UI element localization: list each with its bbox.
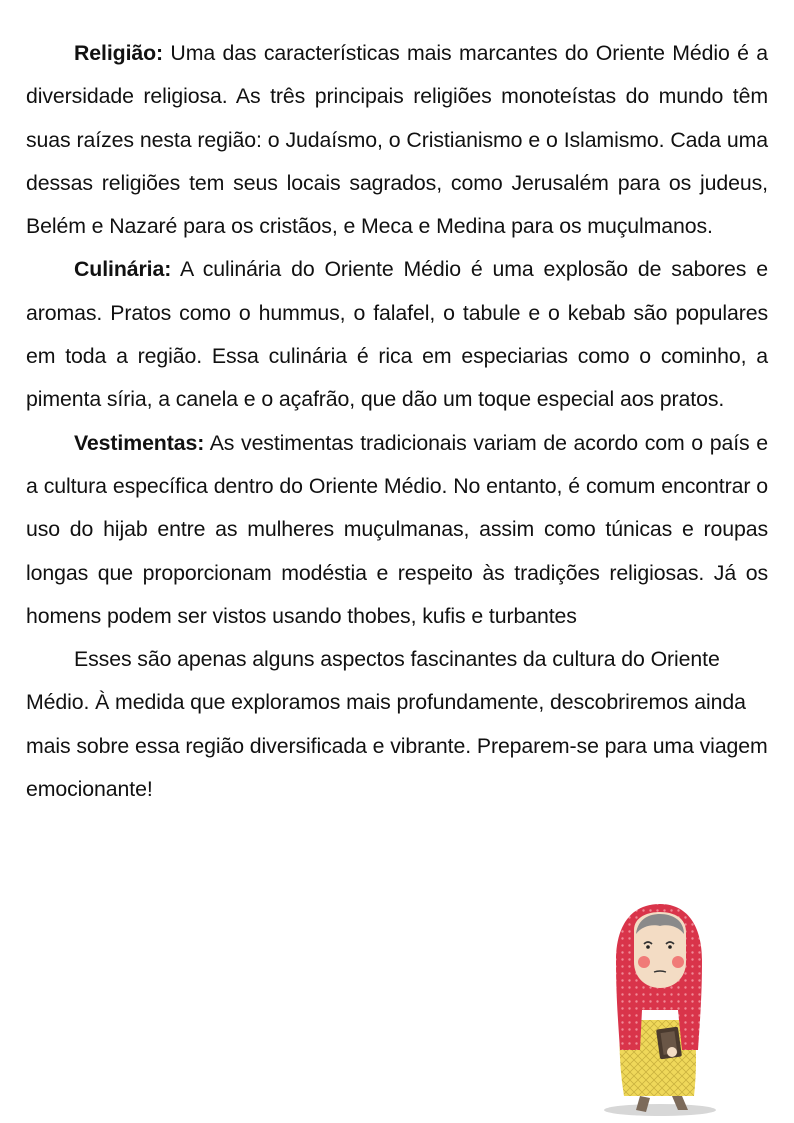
girl-in-hijab-illustration	[598, 900, 724, 1120]
section-label-religiao: Religião:	[74, 41, 164, 65]
paragraph-culinaria	[26, 248, 768, 421]
section-text-religiao: Uma das características mais marcantes do Oriente Médio é a diversidade religiosa. As três principais religiões monoteístas do mundo têm suas raízes nesta região: o Judaísmo, o Cristianismo e o Islamismo. Cada uma dessas religiões tem seus locais sagrados, como Jerusalém para os judeus, Belém e Nazaré para os cristãos, e Meca e Medina para os muçulmanos.	[26, 41, 768, 239]
paragraph-religiao	[26, 32, 768, 248]
section-text-vestimentas: As vestimentas tradicionais variam de acordo com o país e a cultura específica dentro do Oriente Médio. No entanto, é comum encontrar o uso do hijab entre as mulheres muçulmanas, assim como túnicas e roupas longas que proporcionam modéstia e respeito às tradições religiosas. Já os homens podem ser vistos usando thobes, kufis e turbantes	[26, 430, 768, 628]
left-cheek	[638, 956, 650, 968]
ground-shadow	[604, 1104, 716, 1116]
document-body	[26, 32, 768, 811]
section-label-vestimentas: Vestimentas:	[74, 430, 205, 455]
paragraph-vestimentas	[26, 422, 768, 638]
paragraph-closing: Esses são apenas alguns aspectos fascinantes da cultura do Oriente Médio. À medida que exploramos mais profundamente, descobriremos ainda mais sobre essa região diversificada e vibrante. Preparem-se para uma viagem emocionante!	[26, 647, 768, 802]
section-label-culinaria: Culinária:	[74, 257, 172, 282]
hand	[667, 1047, 677, 1057]
right-cheek	[672, 956, 684, 968]
section-text-culinaria: A culinária do Oriente Médio é uma explosão de sabores e aromas. Pratos como o hummus, o falafel, o tabule e o kebab são populares em toda a região. Essa culinária é rica em especiarias como o cominho, a pimenta síria, a canela e o açafrão, que dão um toque especial aos pratos.	[26, 257, 768, 412]
